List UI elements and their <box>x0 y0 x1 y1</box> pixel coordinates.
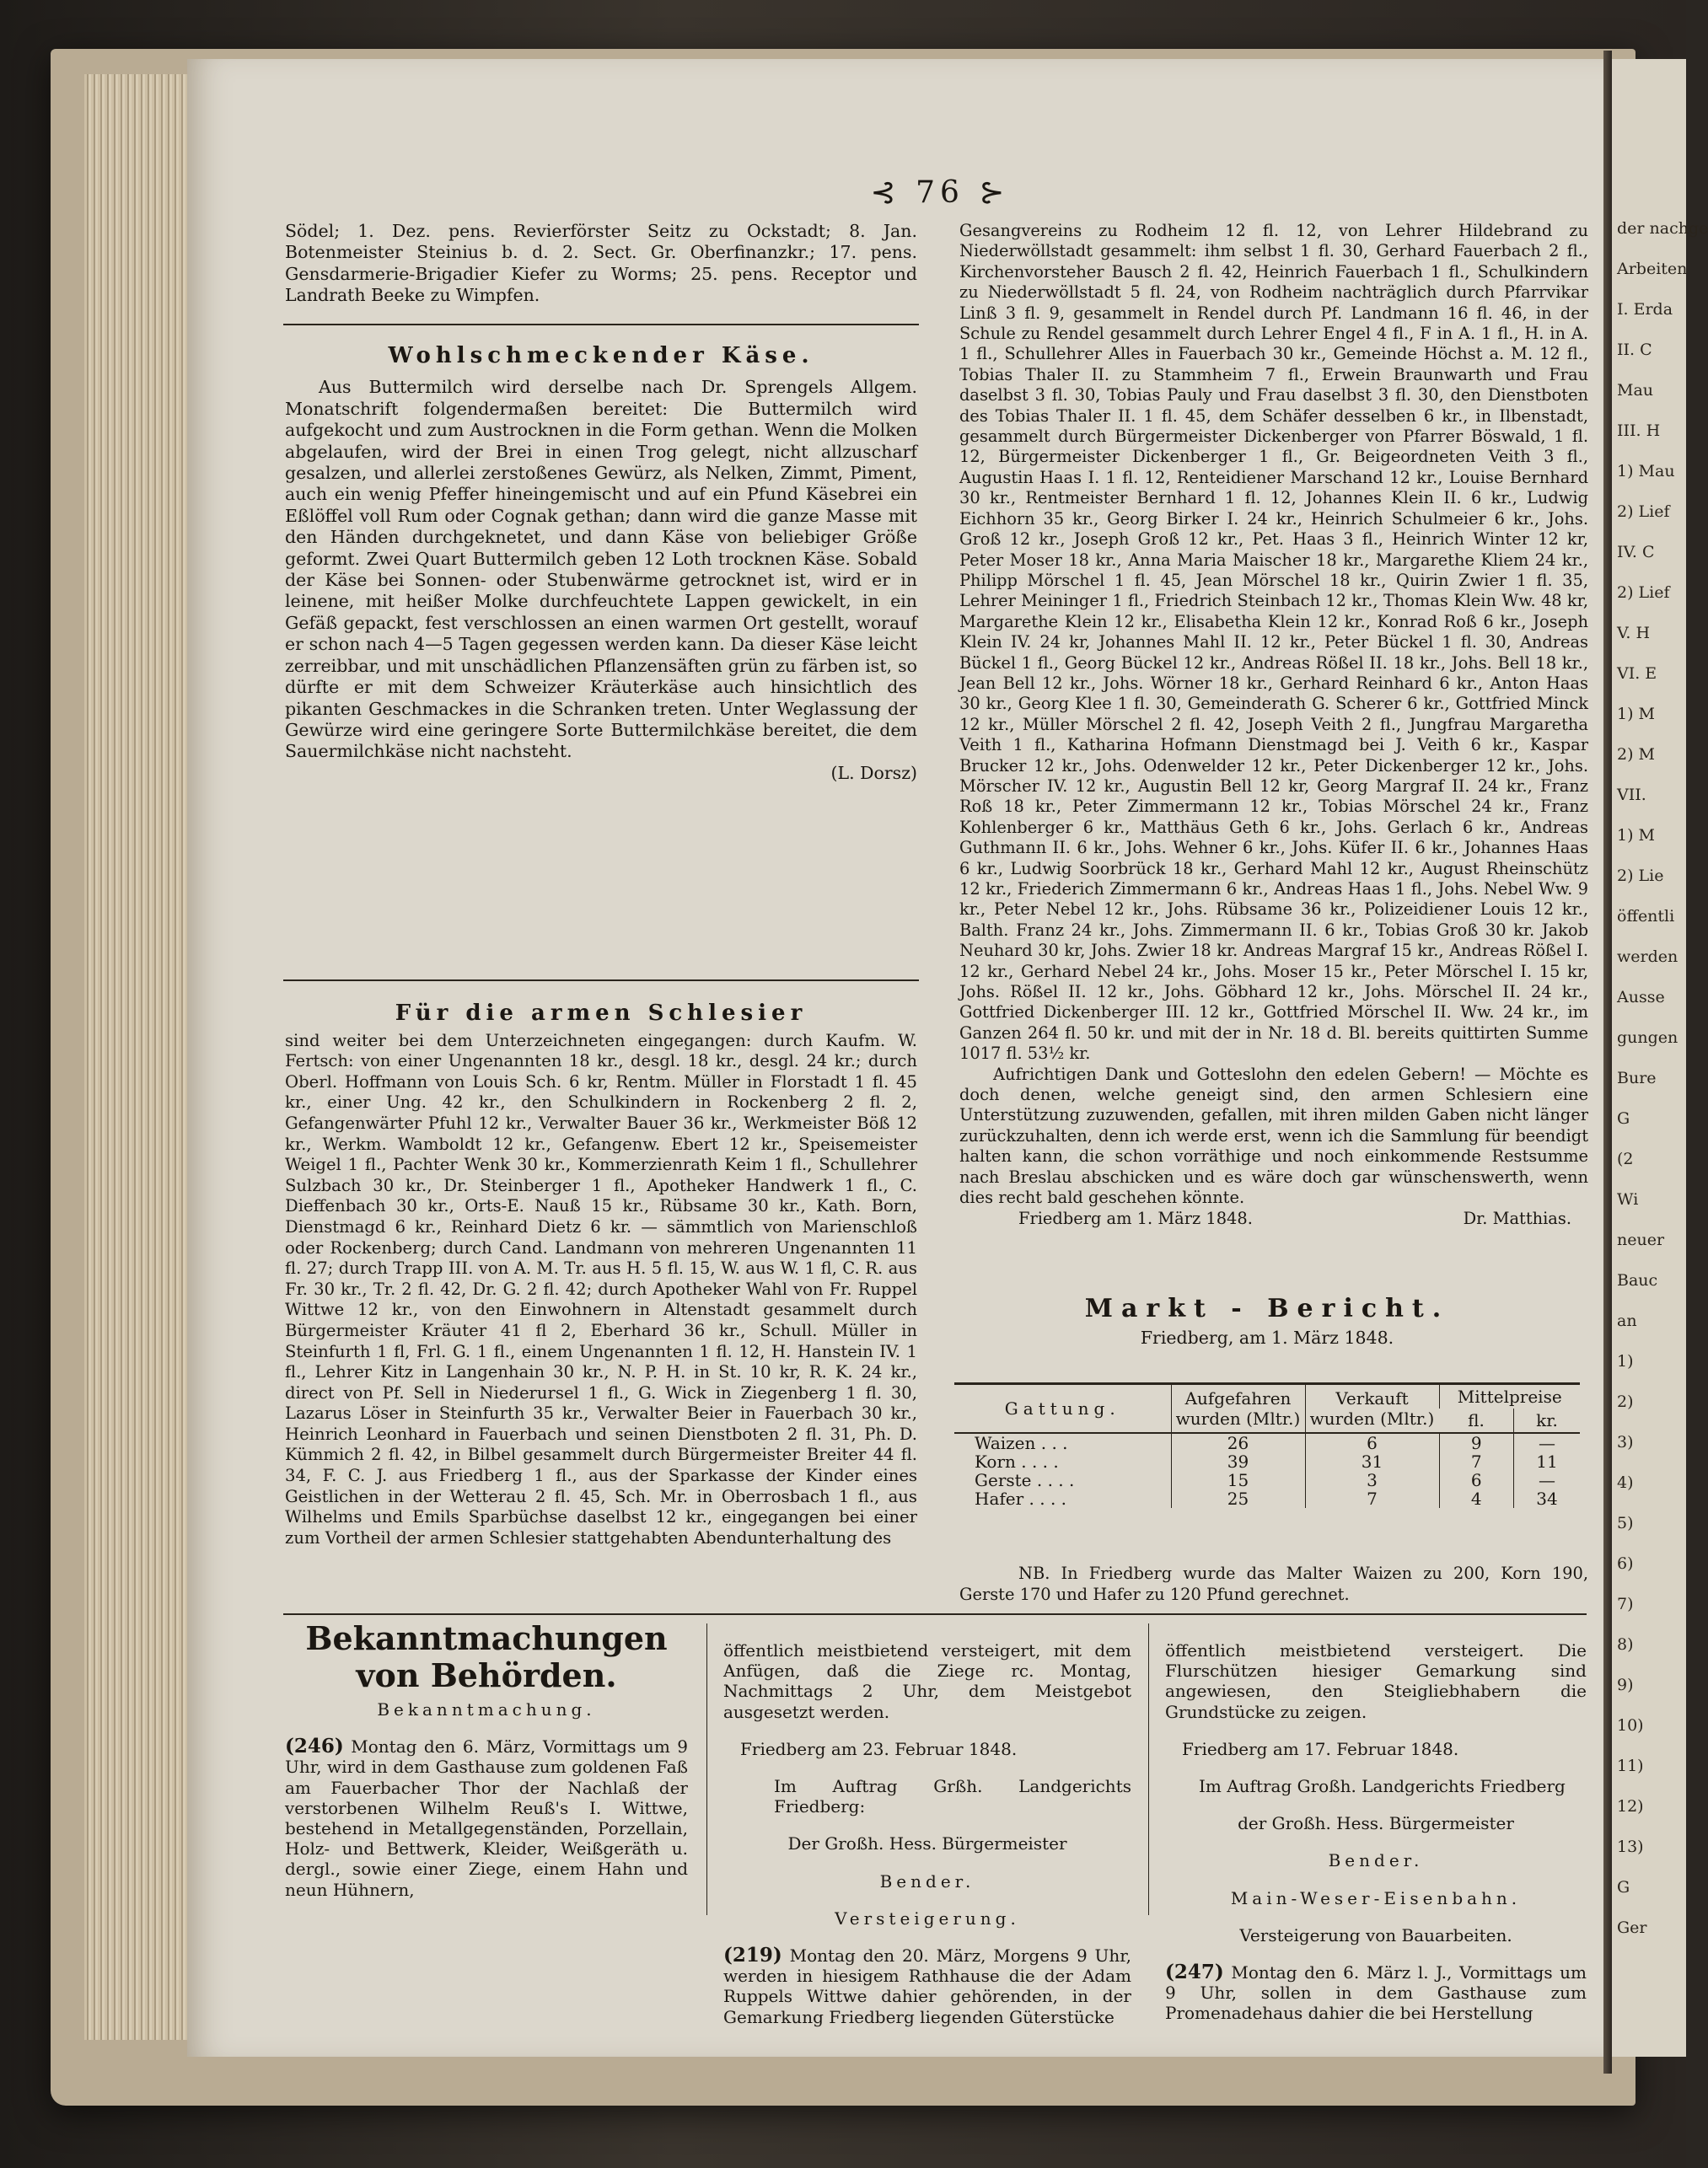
announcement-text: öffentlich meistbietend versteigert, mit dem Anfügen, daß die Ziege rc. Montag, Nachmittags 2 Uhr, dem Meistgebot ausgesetzt werden. <box>723 1640 1131 1722</box>
next-page-fragment: II. C <box>1617 341 1652 359</box>
market-cell-verkauft: 3 <box>1305 1471 1439 1489</box>
ad-number: (246) <box>285 1735 344 1758</box>
market-cell-fl: 7 <box>1439 1452 1514 1471</box>
kaese-signature: (L. Dorsz) <box>830 762 917 783</box>
next-page-fragment: 2) Lief <box>1617 583 1670 602</box>
section-divider <box>283 1613 1587 1615</box>
market-cell-aufgefahren: 39 <box>1171 1452 1305 1471</box>
next-page-fragment: 5) <box>1617 1514 1634 1532</box>
announcement-text: Montag den 6. März l. J., Vormittags um 9 Uhr, sollen in dem Gasthause zum Promenadehaus dahier die bei Herstellung <box>1165 1962 1587 2024</box>
next-page-fragment: G <box>1617 1109 1630 1128</box>
next-page-fragment: 6) <box>1617 1554 1634 1573</box>
next-page-fragment: Bauc <box>1617 1271 1658 1290</box>
next-page-fragment: III. H <box>1617 421 1661 440</box>
kaese-title: Wohlschmeckender Käse. <box>388 343 814 368</box>
next-page-fragment: werden <box>1617 947 1678 966</box>
market-cell-aufgefahren: 25 <box>1171 1489 1305 1508</box>
announcement-office: Im Auftrag Großh. Landgerichts Friedberg <box>1199 1776 1566 1797</box>
next-page-fragment: neuer <box>1617 1231 1665 1249</box>
next-page-fragment: G <box>1617 1878 1630 1897</box>
next-page-fragment: Mau <box>1617 381 1654 400</box>
ad-number: (219) <box>723 1944 782 1967</box>
next-page-fragment: 7) <box>1617 1595 1634 1613</box>
dateline-row <box>959 1209 1588 1229</box>
ornament-right-icon: ⊱ <box>979 175 1010 210</box>
next-page-fragment: 2) M <box>1617 745 1655 764</box>
announcement-col-2 <box>723 1623 1131 2044</box>
market-row <box>954 1433 1580 1452</box>
market-cell-kr: 34 <box>1514 1489 1581 1508</box>
next-page-fragment: 2) <box>1617 1393 1634 1411</box>
market-subtitle: Friedberg, am 1. März 1848. <box>1140 1328 1394 1349</box>
next-page-fragment: VI. E <box>1617 664 1657 683</box>
col-mittelpreise: Mittelpreise <box>1439 1384 1580 1409</box>
left-column-top <box>285 221 917 307</box>
announcement-sub: Main-Weser-Eisenbahn. <box>1230 1887 1522 1908</box>
announcement-text: öffentlich meistbietend versteigert. Die Flurschützen hiesiger Gemarkung sind angewiesen, den Steigliebhabern die Grundstücke zu zeigen. <box>1165 1640 1587 1722</box>
signer: Dr. Matthias. <box>1463 1208 1571 1228</box>
kaese-text: Aus Buttermilch wird derselbe nach Dr. Sprengels Allgem. Monatschrift folgendermaßen bereitet: Die Buttermilch wird aufgekocht und zum Austrocknen in die Form gethan. Wenn die Molken abgelaufen, wird der Brei in einen Trog gelegt, nicht allzuscharf gesalzen, und allerlei zerstoßenes Gewürz, als Nelken, Zimmt, Piment, auch ein wenig Pfeffer hineingemischt und auf ein Pfund Käsebrei ein Eßlöffel voll Rum oder Cognak gethan; dann wird die ganze Masse mit den Händen durchgeknetet, und dann Käse von beliebiger Größe geformt. Zwei Quart Buttermilch geben 12 Loth trocknen Käse. Sobald der Käse bei Sonnen- oder Stubenwärme getrocknet ist, wird er in leinene, mit heißer Molke durchfeuchtete Lappen gewickelt, in ein Gefäß gepackt, fest verschlossen an einen warmen Ort gestellt, worauf er schon nach 4—5 Tagen gegessen werden kann. Da dieser Käse leicht zerreibbar, und mit unschädlichen Pflanzensäften grün zu färben ist, so dürfte er mit dem Schweizer Kräuterkäse auch hinsichtlich des pikanten Geschmackes in die Schranken treten. Unter Weglassung der Gewürze wird eine geringere Sorte Buttermilchkäse bereitet, die dem Sauermilchkäse nicht nachsteht. <box>285 377 917 762</box>
donations-list: Gesangvereins zu Rodheim 12 fl. 12, von Lehrer Hildebrand zu Niederwöllstadt gesammelt: ihm selbst 1 fl. 30, Gerhard Fauerbach 2 fl., Kirchenvorsteher Bausch 2 fl. 42, Heinrich Fauerbach 1 fl., Schulkindern zu Niederwöllstadt 5 fl. 24, von Rodheim nachträglich durch Pfarrvikar Linß 3 fl. 9, gesammelt in Rendel durch Pf. Landmann 16 fl. 46, in der Schule zu Rendel gesammelt durch Lehrer Engel 4 fl., F in A. 1 fl., H. in A. 1 fl., Schullehrer Alles in Fauerbach 30 kr., Gemeinde Höchst a. M. 12 fl., Tobias Thaler II. zu Stammheim 7 fl., Erwein Braunwarth und Frau daselbst 3 fl. 30, Tobias Pauly und Frau daselbst 3 fl. 30, den Dienstboten des Tobias Thaler II. 1 fl. 45, dem Schäfer desselben 6 kr., in Ilbenstadt, gesammelt durch Bürgermeister Dickenberger von Pfarrer Böswald, 1 fl. 12, Bürgermeister Dickenberger 1 fl., Gr. Beigeordneten Veith 3 fl., Augustin Haas I. 1 fl. 12, Renteidiener Marschand 12 kr., Louise Bernhard 30 kr., Rentmeister Bernhard 1 fl. 12, Johannes Klein II. 6 kr., Ludwig Eichhorn 35 kr., Georg Birker I. 24 kr., Heinrich Schulmeier 6 kr., Johs. Groß 12 kr., Joseph Groß 12 kr., Pet. Haas 3 fl., Heinrich Winter 12 kr, Peter Moser 18 kr., Anna Maria Maischer 18 kr., Margarethe Kliem 24 kr., Philipp Mörschel 1 fl. 45, Jean Mörschel 18 kr., Quirin Zwier 1 fl. 35, Lehrer Meininger 1 fl., Friedrich Steinbach 12 kr., Thomas Klein Ww. 48 kr, Margarethe Klein 12 kr., Elisabetha Klein 12 kr., Konrad Roß 6 kr., Joseph Klein IV. 24 kr, Johannes Mahl II. 12 kr., Peter Bückel 1 fl. 30, Andreas Bückel 1 fl., Georg Bückel 12 kr., Andreas Rößel II. 18 kr., Johs. Bell 18 kr., Jean Bell 12 kr., Johs. Wörner 18 kr., Gerhard Reinhard 6 kr., Anton Haas 30 kr., Georg Klee 1 fl. 30, Gemeinderath G. Scherer 6 kr., Gottfried Minck 12 kr., Müller Mörschel 2 fl. 42, Joseph Veith 2 fl., Jungfrau Margaretha Veith 1 fl., Katharina Hofmann Dienstmagd bei J. Veith 6 kr., Kaspar Brucker 12 kr., Johs. Odenwelder 12 kr., Peter Dickenberger 12 kr., Johs. Mörscher IV. 12 kr., Augustin Bell 12 kr, Georg Margraf II. 24 kr., Franz Roß 18 kr., Peter Zimmermann 12 kr., Tobias Mörschel 24 kr., Franz Kohlenberger 6 kr., Matthäus Geth 6 kr., Johs. Gerlach 6 kr., Andreas Guthmann II. 6 kr., Johs. Wehner 6 kr., Johs. Küfer II. 6 kr., Johannes Haas 6 kr., Ludwig Soorbrück 18 kr., Gerhard Mahl 12 kr., August Rheinschütz 12 kr., Friederich Zimmermann 6 kr., Andreas Haas 1 fl., Johs. Nebel Ww. 9 kr., Peter Nebel 12 kr., Johs. Rübsame 36 kr., Polizeidiener Louis 12 kr., Balth. Franz 24 kr., Johs. Zimmermann II. 6 kr., Tobias Groß 30 kr. Jakob Neuhard 30 kr, Johs. Zwier 18 kr. Andreas Margraf 15 kr., Andreas Rößel I. 12 kr., Gerhard Nebel 24 kr., Johs. Moser 15 kr., Peter Mörschel I. 15 kr, Johs. Rößel II. 12 kr., Johs. Göbhard 12 kr., Johs. Mörschel II. 24 kr., Gottfried Dickenberger III. 12 kr., Gottfried Mörschel II. Ww. 24 kr., im Ganzen 264 fl. 50 kr. und mit der in Nr. 18 d. Bl. bereits quittirten Summe 1017 fl. 53½ kr. <box>959 221 1588 1064</box>
column-rule <box>706 1623 707 1915</box>
next-page-fragment: 1) M <box>1617 705 1655 723</box>
next-page-fragment: an <box>1617 1312 1637 1330</box>
next-page-fragment: 9) <box>1617 1676 1634 1694</box>
market-table <box>954 1382 1580 1508</box>
column-rule <box>1148 1623 1149 1915</box>
next-page-fragment: 10) <box>1617 1716 1644 1735</box>
thanks-text: Aufrichtigen Dank und Gotteslohn den edelen Gebern! — Möchte es doch denen, welche geneigt sind, den armen Schlesiern eine Unterstützung zuzuwenden, gefallen, mit ihren milden Gaben nicht länger zurückzuhalten, denn ich werde erst, wenn ich die Sammlung für beendigt halten kann, die schon vorräthige und noch einkommende Restsumme nach Breslau abschicken und es wäre doch gar wünschenswerth, wenn dies recht bald geschehen könnte. <box>959 1064 1588 1208</box>
book-gutter <box>1603 51 1612 2074</box>
page-number-text: 76 <box>916 175 964 210</box>
col-verkauft: Verkauft wurden (Mltr.) <box>1305 1384 1439 1434</box>
market-report-head <box>954 1294 1580 1350</box>
next-page-fragment: 3) <box>1617 1433 1634 1452</box>
announcement-office: Der Großh. Hess. Bürgermeister <box>787 1833 1067 1854</box>
announcement-246 <box>285 1736 688 1900</box>
ad-number: (247) <box>1165 1961 1224 1984</box>
next-page-fragment: Bure <box>1617 1069 1657 1087</box>
announcement-sub: Versteigerung von Bauarbeiten. <box>1239 1924 1512 1945</box>
announcement-sub: Bekanntmachung. <box>377 1699 596 1720</box>
next-page-fragment: gungen <box>1617 1028 1678 1047</box>
page-edges <box>84 74 192 2040</box>
market-cell-fl: 6 <box>1439 1471 1514 1489</box>
next-page-fragment: Wi <box>1617 1190 1639 1209</box>
next-page-fragment: 12) <box>1617 1797 1644 1816</box>
next-page-fragment: Ger <box>1617 1918 1647 1937</box>
kaese-article <box>285 343 917 784</box>
market-cell-verkauft: 7 <box>1305 1489 1439 1508</box>
col-aufgefahren: Aufgefahren wurden (Mltr.) <box>1171 1384 1305 1434</box>
announcement-col-3 <box>1165 1623 1587 2041</box>
next-page-fragment: IV. C <box>1617 543 1655 561</box>
market-cell-sorte: Waizen . . . <box>975 1433 1068 1453</box>
market-row <box>954 1471 1580 1489</box>
market-cell-sorte: Gerste . . . . <box>975 1470 1075 1490</box>
announcement-name: Bender. <box>1328 1850 1424 1871</box>
next-page-fragment: 4) <box>1617 1473 1634 1492</box>
market-cell-kr: 11 <box>1514 1452 1581 1471</box>
market-cell-verkauft: 31 <box>1305 1452 1439 1471</box>
schlesier-text: sind weiter bei dem Unterzeichneten eingegangen: durch Kaufm. W. Fertsch: von einer Ungenannten 18 kr., desgl. 18 kr., desgl. 24 kr.; durch Oberl. Hoffmann von Louis Sch. 6 kr, Rentm. Müller in Florstadt 1 fl. 45 kr., einer Ung. 42 kr., den Schulkindern in Rockenberg 2 fl. 2, Gefangenwärter Pfuhl 12 kr., Verwalter Bauer 36 kr., Werkmeister Böß 12 kr., Werkm. Wamboldt 12 kr., Gefangenw. Ebert 12 kr., Speisemeister Weigel 1 fl., Pachter Wenk 30 kr., Kommerzienrath Keim 1 fl., Schullehrer Sulzbach 30 kr., Dr. Steinberger 1 fl., Apotheker Handwerk 1 fl., C. Dieffenbach 30 kr., Orts-E. Nauß 15 kr., Rübsame 30 kr., Kath. Born, Dienstmagd 6 kr., Reinhard Dietz 6 kr. — sämmtlich von Marienschloß oder Rockenberg; durch Cand. Landmann von mehreren Ungenannten 11 fl. 27; durch Trapp III. von A. M. Tr. aus H. 5 fl. 15, W. aus W. 1 fl, C. R. aus Fr. 30 kr., Tr. 2 fl. 42, Dr. G. 2 fl. 42; durch Apotheker Wahl von Fr. Ruppel Wittwe 12 kr., von den Einwohnern in Altenstadt gesammelt durch Bürgermeister Kräuter 41 fl 2, Eberhard 36 kr., Schull. Müller in Steinfurth 1 fl, Frl. G. 1 fl., einem Ungenannten 1 fl. 12, H. Hanstein IV. 1 fl., Lehrer Kitz in Langenhain 30 kr., N. P. H. in St. 10 kr, R. K. 24 kr., direct von Pf. Sell in Niederursel 1 fl., G. Wick in Ziegenberg 1 fl. 30, Lazarus Löser in Steinfurth 35 kr., Verwalter Beier in Fauerbach 30 kr., Heinrich Leonhard in Fauerbach und seinen Dienstboten 2 fl. 31, Ph. D. Kümmich 2 fl. 42, in Bilbel gesammelt durch Bürgermeister Breiter 44 fl. 34, F. C. J. aus Friedberg 1 fl., aus der Sparkasse der Kinder eines Geistlichen in der Wetterau 2 fl. 45, Sch. Mr. in Oberrosbach 1 fl., aus Wilhelms und Emils Sparbüchse daselbst 12 kr., eingegangen bei einer zum Vortheil der armen Schlesier stattgehabten Abendunterhaltung des <box>285 1030 917 1548</box>
divider <box>283 979 919 981</box>
dateline: Friedberg am 1. März 1848. <box>1018 1208 1253 1228</box>
next-page-fragment: Arbeiten <box>1617 260 1688 278</box>
schlesier-article <box>285 1003 917 1548</box>
divider <box>283 324 919 325</box>
announcement-date: Friedberg am 23. Februar 1848. <box>740 1738 1018 1759</box>
col-fl: fl. <box>1439 1409 1514 1433</box>
announcement-office: Im Auftrag Grßh. Landgerichts Friedberg: <box>774 1776 1131 1817</box>
market-note <box>959 1563 1588 1606</box>
next-page-fragment: I. Erda <box>1617 300 1673 319</box>
market-row <box>954 1489 1580 1508</box>
next-page-fragment: 1) M <box>1617 826 1655 845</box>
next-page-fragment: 11) <box>1617 1757 1644 1775</box>
next-page-fragment: 1) <box>1617 1352 1634 1371</box>
market-cell-fl: 9 <box>1439 1433 1514 1452</box>
next-page-fragment: (2 <box>1617 1150 1634 1168</box>
market-cell-sorte: Korn . . . . <box>975 1452 1059 1472</box>
next-page-fragment: 1) Mau <box>1617 462 1675 480</box>
market-row <box>954 1452 1580 1471</box>
announcement-text: Montag den 6. März, Vormittags um 9 Uhr, wird in dem Gasthause zum goldenen Faß am Fauerbacher Thor der Nachlaß der verstorbenen Wilhelm Reuß's I. Wittwe, bestehend in Metallgegenständen, Porzellain, Holz- und Bettwerk, Kleider, Weißgeräth u. dergl., sowie einer Ziege, einem Hahn und neun Hühnern, <box>285 1736 688 1900</box>
announcement-219 <box>723 1945 1131 2027</box>
next-page-fragment: 2) Lie <box>1617 867 1664 885</box>
next-page-fragment: Ausse <box>1617 988 1665 1006</box>
announcement-name: Bender. <box>879 1870 975 1892</box>
next-page-margin <box>1612 59 1708 2057</box>
page-number <box>847 175 1033 210</box>
ornament-left-icon: ⊰ <box>870 175 901 210</box>
next-page-fragment: 8) <box>1617 1635 1634 1654</box>
announcement-date: Friedberg am 17. Februar 1848. <box>1182 1738 1459 1759</box>
announcement-col-1 <box>285 1620 688 1917</box>
next-page-fragment: 2) Lief <box>1617 502 1670 521</box>
market-cell-sorte: Hafer . . . . <box>975 1489 1067 1509</box>
next-page-fragment: öffentli <box>1617 907 1675 926</box>
announcement-sub: Versteigerung. <box>835 1908 1020 1929</box>
col-kr: kr. <box>1514 1409 1581 1433</box>
next-page-fragment: der nachge <box>1617 219 1708 238</box>
market-cell-fl: 4 <box>1439 1489 1514 1508</box>
next-page-fragment: 13) <box>1617 1838 1644 1856</box>
schlesier-title: Für die armen Schlesier <box>395 1001 808 1026</box>
market-note-text: NB. In Friedberg wurde das Malter Waizen zu 200, Korn 190, Gerste 170 und Hafer zu 120 Pfund gerechnet. <box>959 1564 1588 1605</box>
announcements-title: Bekanntmachungen von Behörden. <box>305 1619 668 1694</box>
next-page-fragment: VII. <box>1617 786 1646 804</box>
announcement-text: Montag den 20. März, Morgens 9 Uhr, werden in hiesigem Rathhause die der Adam Ruppels Wittwe dahier gehörenden, in der Gemarkung Friedberg liegenden Güterstücke <box>723 1945 1132 2027</box>
next-page-fragment: V. H <box>1617 624 1651 642</box>
market-cell-aufgefahren: 26 <box>1171 1433 1305 1452</box>
announcement-office: der Großh. Hess. Bürgermeister <box>1238 1813 1514 1834</box>
market-cell-aufgefahren: 15 <box>1171 1471 1305 1489</box>
personnel-notice: Södel; 1. Dez. pens. Revierförster Seitz zu Ockstadt; 8. Jan. Botenmeister Steinius b. d. 2. Sect. Gr. Oberfinanzkr.; 17. pens. Gensdarmerie-Brigadier Kiefer zu Worms; 25. pens. Receptor und Landrath Beeke zu Wimpfen. <box>285 221 917 306</box>
col-gattung: Gattung. <box>954 1384 1171 1434</box>
market-title: Markt - Bericht. <box>1084 1294 1450 1323</box>
market-cell-kr: — <box>1514 1433 1581 1452</box>
right-column <box>959 221 1588 1229</box>
market-cell-kr: — <box>1514 1471 1581 1489</box>
announcement-247 <box>1165 1962 1587 2024</box>
market-cell-verkauft: 6 <box>1305 1433 1439 1452</box>
